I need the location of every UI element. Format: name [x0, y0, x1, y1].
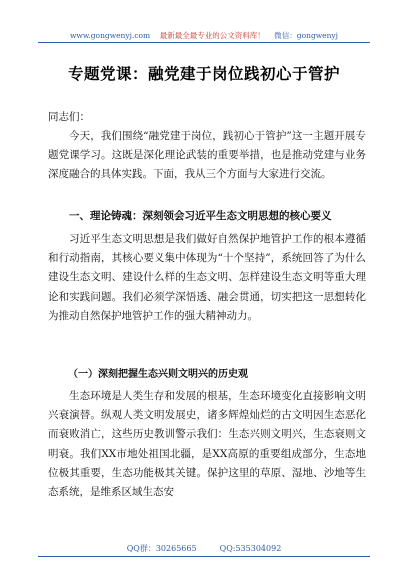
greeting: 同志们： [48, 111, 90, 123]
section-1-paragraph: 习近平生态文明思想是我们做好自然保护地管护工作的根本遵循和行动指南，其核心要义集中体现为“十个坚持”，系统回答了为什么建设生态文明、建设什么样的生态文明、怎样建设生态文明等重大理论和实践问题。我们必须学深悟透、融会贯通，切实把这一思想转化为推动自然保护地管护工作的强大精神动力。 [48, 233, 366, 322]
header-separator [267, 31, 272, 40]
intro-paragraph: 今天，我们围绕“融党建于岗位，践初心于管护”这一主题开展专题党课学习。这既是深化理论武装的重要举措，也是推动党建与业务深度融合的具体实践。下面，我从三个方面与大家进行交流。 [48, 130, 366, 181]
footer-divider [38, 556, 370, 557]
document-title: 专题党课：融党建于岗位践初心于管护 [67, 64, 340, 83]
header-divider [38, 42, 370, 43]
header-site-link[interactable]: www.gongwenyj.com [70, 31, 151, 40]
footer-qq: QQ:535304092 [219, 544, 282, 553]
footer-qq-group: QQ群：30265665 [126, 544, 197, 553]
subsection-1-paragraph: 生态环境是人类生存和发展的根基，生态环境变化直接影响文明兴衰演替。纵观人类文明发展史，诸多辉煌灿烂的古文明因生态恶化而衰败消亡，这些历史教训警示我们：生态兴则文明兴，生态衰则文明衰。我们XX市地处祖国北疆，是XX高原的重要组成部分，生态地位极其重要，生态功能极其关键。保护这里的草原、湿地、沙地等生态系统，是维系区域生态安 [48, 390, 366, 499]
header-separator [153, 31, 158, 40]
page-footer [0, 543, 408, 554]
section-heading-1: 一、理论铸魂：深刻领会习近平生态文明思想的核心要义 [69, 210, 332, 222]
header-slogan: 最新最全最专业的公文资料库！ [159, 31, 265, 40]
page-header [30, 30, 378, 41]
header-wechat: 微信：gongwenyj [274, 31, 338, 40]
subsection-heading-1: （一）深刻把握生态兴则文明兴的历史观 [68, 369, 248, 380]
